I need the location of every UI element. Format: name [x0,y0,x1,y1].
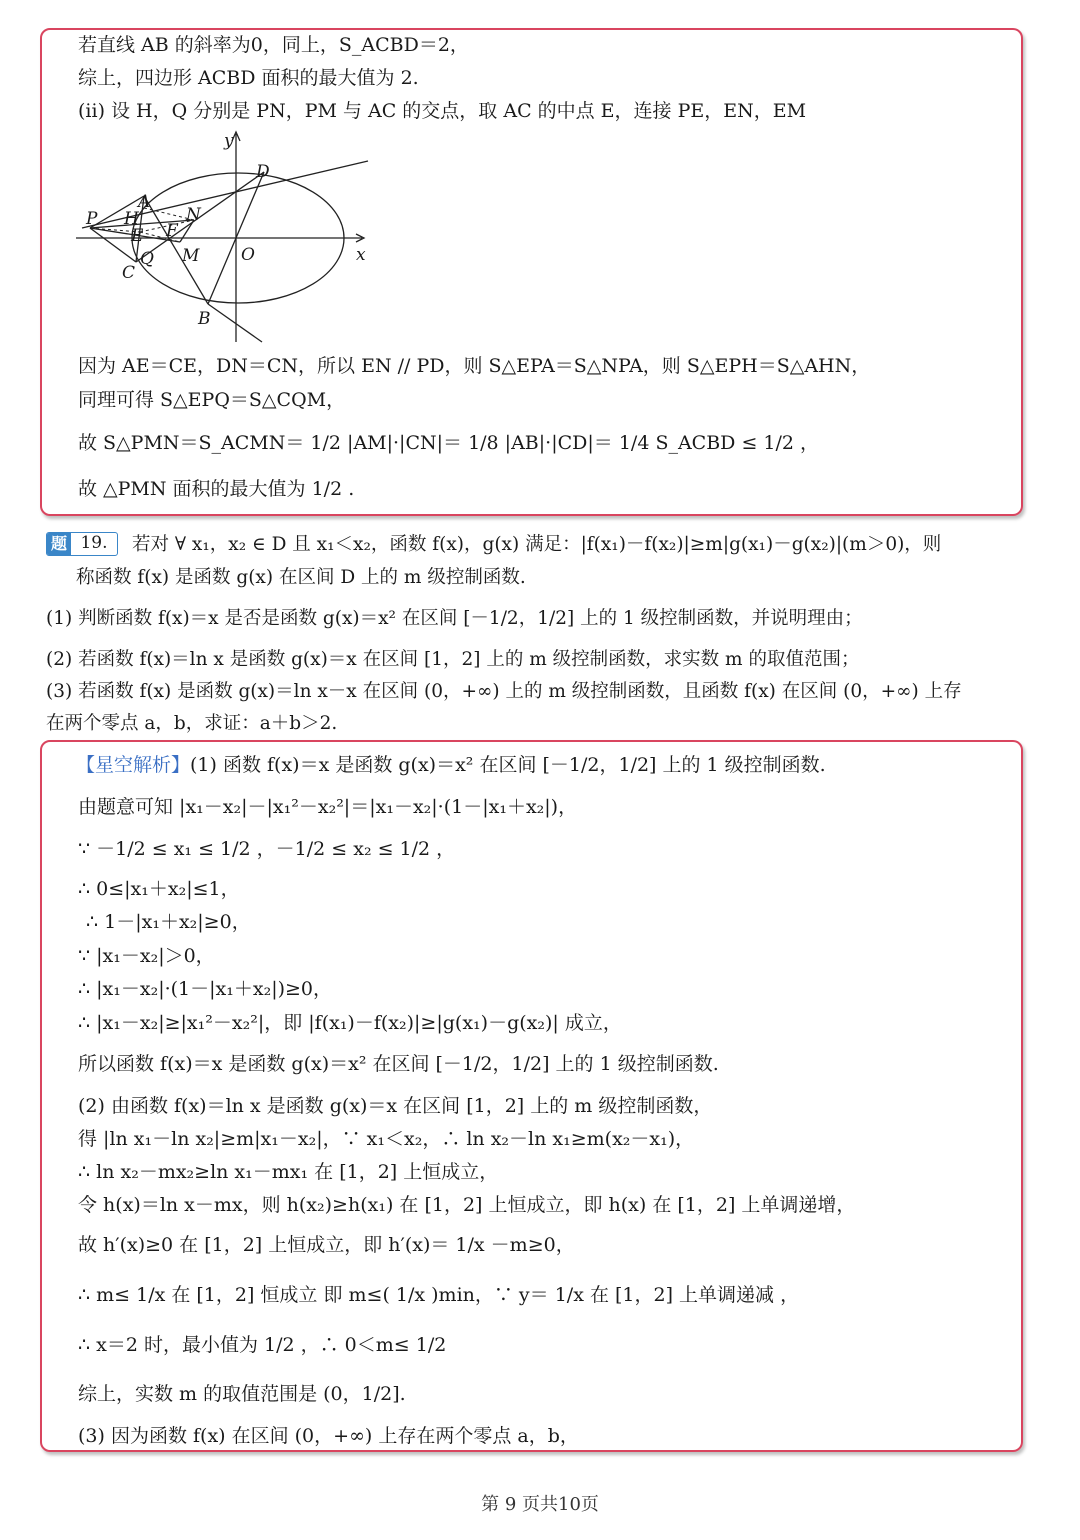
solution-line-10: (2) 由函数 f(x)＝ln x 是函数 g(x)＝x 在区间 [1，2] 上的 m 级控制函数， [78,1095,713,1117]
solution-line-8: ∴ |x₁－x₂|≥|x₁²－x₂²|，即 |f(x₁)－f(x₂)|≥|g(x₁)－g(x₂)| 成立， [78,1012,622,1034]
solution-line-18: (3) 因为函数 f(x) 在区间 (0，+∞) 上存在两个零点 a，b， [78,1425,579,1447]
solution-tag: 【星空解析】 [76,754,191,776]
label-a: A [138,192,151,212]
question-line-1: 若对 ∀ x₁，x₂ ∈ D 且 x₁＜x₂，函数 f(x)，g(x) 满足：|f(x₁)－f(x₂)|≥m|g(x₁)－g(x₂)|(m＞0)，则 [132,534,942,555]
solution-line-15: ∴ m≤ 1/x 在 [1，2] 恒成立 即 m≤( 1/x )min，∵ y＝ 1/x 在 [1，2] 上单调递减 ， [78,1284,800,1306]
question-line-3: (1) 判断函数 f(x)＝x 是否是函数 g(x)＝x² 在区间 [－1/2，1/2] 上的 1 级控制函数，并说明理由； [46,608,863,629]
box1-line-6: 故 S△PMN＝S_ACMN＝ 1/2 |AM|·|CN|＝ 1/8 |AB|·|CD|＝ 1/4 S_ACBD ≤ 1/2 ， [78,432,820,454]
solution-line-7: ∴ |x₁－x₂|·(1－|x₁＋x₂|)≥0， [78,978,333,1000]
box1-line-5: 同理可得 S△EPQ＝S△CQM， [78,389,346,411]
line-b-extension [208,304,262,342]
solution-line-16: ∴ x＝2 时，最小值为 1/2 ，∴ 0＜m≤ 1/2 [78,1334,447,1356]
box1-line-4: 因为 AE＝CE，DN＝CN，所以 EN // PD，则 S△EPA＝S△NPA，则 S△EPH＝S△AHN， [78,355,871,377]
solution-line-9: 所以函数 f(x)＝x 是函数 g(x)＝x² 在区间 [－1/2，1/2] 上的 1 级控制函数. [78,1053,719,1075]
question-badge-num: 19. [80,533,108,553]
label-h: H [124,209,139,229]
solution-line-12: ∴ ln x₂－mx₂≥ln x₁－mx₁ 在 [1，2] 上恒成立， [78,1161,499,1183]
label-n: N [186,205,201,225]
solution-line-17: 综上，实数 m 的取值范围是 (0，1/2]. [78,1383,406,1405]
solution-line-1-text: (1) 函数 f(x)＝x 是函数 g(x)＝x² 在区间 [－1/2，1/2] 上的 1 级控制函数. [190,754,826,776]
solution-line-13: 令 h(x)＝ln x－mx，则 h(x₂)≥h(x₁) 在 [1，2] 上恒成立，即 h(x) 在 [1，2] 上单调递增， [78,1194,856,1216]
question-line-5: (3) 若函数 f(x) 是函数 g(x)＝ln x－x 在区间 (0，+∞) 上的 m 级控制函数，且函数 f(x) 在区间 (0，+∞) 上存 [46,681,962,702]
label-x: x [356,245,366,265]
box1-line-2: 综上，四边形 ACBD 面积的最大值为 2. [78,67,419,89]
solution-line-6: ∵ |x₁－x₂|＞0， [78,945,215,967]
label-c: C [122,263,136,283]
box1-line-1: 若直线 AB 的斜率为0，同上，S_ACBD＝2， [78,34,469,56]
label-y: y [224,131,234,151]
label-f: F [166,221,178,241]
question-line-2: 称函数 f(x) 是函数 g(x) 在区间 D 上的 m 级控制函数. [76,567,526,588]
question-number-badge [46,532,118,556]
label-m: M [182,246,200,266]
box1-line-3: (ii) 设 H，Q 分别是 PN，PM 与 AC 的交点，取 AC 的中点 E，连接 PE，EN，EM [78,100,807,122]
line-pc [90,228,136,262]
solution-line-11: 得 |ln x₁－ln x₂|≥m|x₁－x₂|，∵ x₁＜x₂，∴ ln x₂－ln x₁≥m(x₂－x₁)， [78,1128,695,1150]
label-b: B [198,309,211,329]
ellipse-diagram [76,128,376,346]
question-line-4: (2) 若函数 f(x)＝ln x 是函数 g(x)＝x 在区间 [1，2] 上的 m 级控制函数，求实数 m 的取值范围； [46,649,860,670]
label-p: P [86,209,98,229]
box1-line-7: 故 △PMN 面积的最大值为 1/2 . [78,478,355,500]
label-o: O [241,245,255,265]
solution-line-5: ∴ 1－|x₁＋x₂|≥0， [86,911,251,933]
question-badge-ti: 题 [47,533,71,555]
label-d: D [256,162,270,182]
solution-line-14: 故 h′(x)≥0 在 [1，2] 上恒成立，即 h′(x)＝ 1/x －m≥0， [78,1234,575,1256]
label-e: E [131,226,144,246]
label-q: Q [140,249,154,269]
page-footer: 第 9 页共10页 [481,1494,599,1515]
question-line-6: 在两个零点 a，b，求证：a＋b＞2. [46,713,338,734]
solution-line-1 [76,752,826,778]
solution-line-4: ∴ 0≤|x₁＋x₂|≤1， [78,878,240,900]
solution-line-3: ∵ －1/2 ≤ x₁ ≤ 1/2 ，－1/2 ≤ x₂ ≤ 1/2 ， [78,838,456,860]
solution-line-2: 由题意可知 |x₁－x₂|－|x₁²－x₂²|＝|x₁－x₂|·(1－|x₁＋x₂|)， [78,796,578,818]
